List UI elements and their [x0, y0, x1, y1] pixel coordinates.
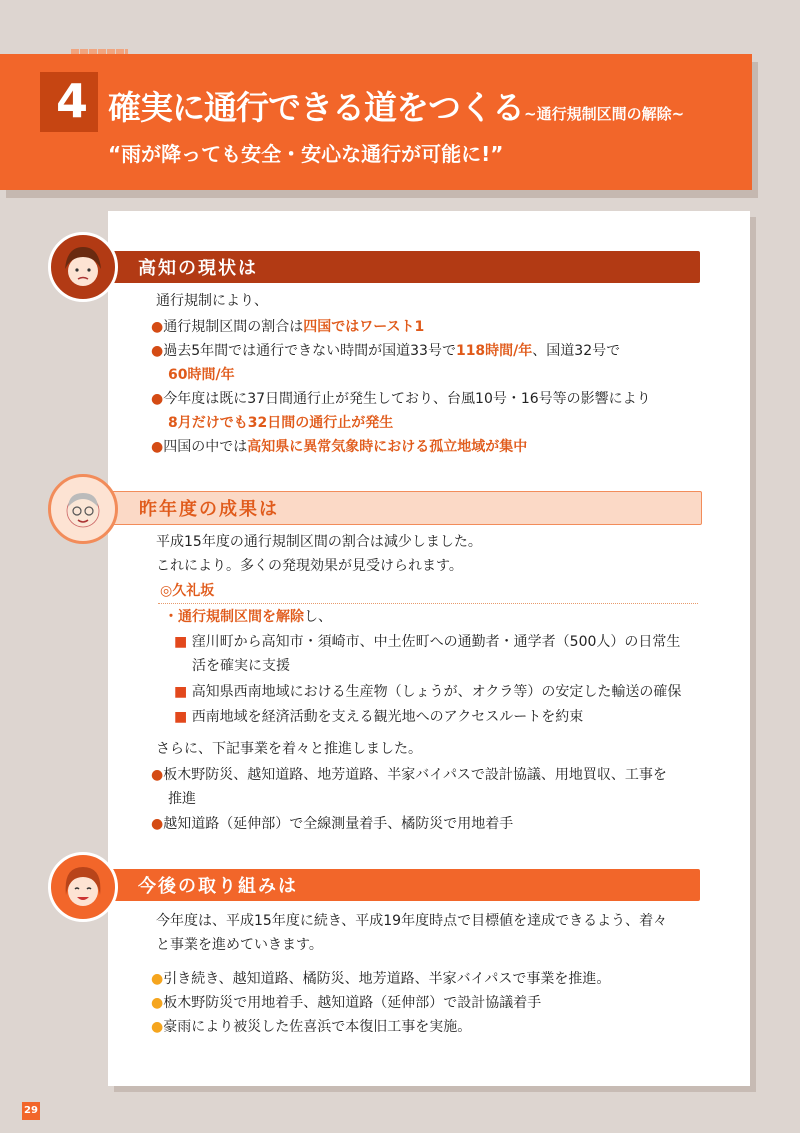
tagline: “雨が降っても安全・安心な通行が可能に!” [108, 142, 504, 166]
section2-item-2 [174, 683, 681, 702]
section2-item-1 [174, 633, 680, 652]
section2-item-3 [174, 708, 583, 727]
bullet-dot: ● [151, 439, 164, 455]
bullet-dot: ● [151, 319, 164, 335]
highlight: ・通行規制区間を解除 [164, 609, 304, 625]
section-heading-bar-results [100, 491, 702, 525]
text: 越知道路（延伸部）で全線測量着手、橘防災で用地着手 [163, 816, 514, 832]
text: 過去5年間では通行できない時間が国道33号で [163, 343, 456, 359]
bullet-dot: ● [151, 816, 164, 832]
section2-bullet-1 [151, 766, 667, 785]
text: 高知県西南地域における生産物（しょうが、オクラ等）の安定した輸送の確保 [191, 684, 682, 700]
text: 板木野防災、越知道路、地芳道路、半家バイパスで設計協議、用地買収、工事を [163, 767, 667, 783]
woman-cheering-avatar-icon [48, 852, 118, 922]
section3-bullet-3 [151, 1018, 471, 1037]
section2-place: ◎久礼坂 [160, 583, 215, 599]
section1-bullet-1 [151, 318, 424, 337]
woman-worried-avatar-icon [48, 232, 118, 302]
bullet-dot: ● [151, 1019, 164, 1035]
square-bullet: ■ [174, 709, 188, 725]
page-number: 29 [22, 1102, 40, 1120]
section2-sub [164, 608, 332, 627]
section-heading: 昨年度の成果は [139, 499, 279, 520]
text: 西南地域を経済活動を支える観光地へのアクセスルートを約束 [191, 709, 584, 725]
elderly-man-avatar-icon [48, 474, 118, 544]
section-heading-bar-current [100, 251, 700, 283]
section2-para-3: さらに、下記事業を着々と推進しました。 [156, 741, 422, 757]
dotted-divider [158, 603, 698, 604]
section-heading: 今後の取り組みは [138, 876, 298, 897]
highlight: 四国ではワースト1 [303, 319, 425, 335]
text: 、国道32号で [532, 343, 621, 359]
bullet-dot: ● [151, 995, 164, 1011]
square-bullet: ■ [174, 684, 188, 700]
section1-bullet-2 [151, 342, 620, 361]
section2-bullet-2 [151, 815, 513, 834]
text: 今年度は既に37日間通行止が発生しており、台風10号・16号等の影響により [163, 391, 651, 407]
section1-bullet-2-line2: 60時間/年 [168, 367, 235, 383]
section-heading-bar-future [100, 869, 700, 901]
title-subtitle: ~通行規制区間の解除~ [524, 105, 685, 123]
section3-bullet-2 [151, 994, 541, 1013]
text: 窪川町から高知市・須崎市、中土佐町への通勤者・通学者（500人）の日常生 [191, 634, 681, 650]
bullet-dot: ● [151, 391, 164, 407]
text: 四国の中では [163, 439, 248, 455]
text: 通行規制区間の割合は [163, 319, 304, 335]
section2-bullet-1-line2: 推進 [168, 791, 196, 807]
section1-bullet-3-line2: 8月だけでも32日間の通行止が発生 [168, 415, 394, 431]
title-main: 確実に通行できる道をつくる [108, 88, 524, 127]
section2-para-1: 平成15年度の通行規制区間の割合は減少しました。 [156, 534, 482, 550]
section1-intro: 通行規制により、 [156, 293, 268, 309]
section-number: 4 [56, 74, 89, 128]
text: 引き続き、越知道路、橘防災、地芳道路、半家バイパスで事業を推進。 [163, 971, 611, 987]
section3-para-1: 今年度は、平成15年度に続き、平成19年度時点で目標値を達成できるよう、着々 [156, 913, 668, 929]
section3-para-1-line2: と事業を進めていきます。 [156, 937, 323, 953]
section3-bullet-1 [151, 970, 610, 989]
section1-bullet-4 [151, 438, 527, 457]
highlight: 高知県に異常気象時における孤立地域が集中 [247, 439, 528, 455]
text: 板木野防災で用地着手、越知道路（延伸部）で設計協議着手 [163, 995, 542, 1011]
bullet-dot: ● [151, 971, 164, 987]
highlight: 118時間/年 [455, 343, 533, 359]
bullet-dot: ● [151, 343, 164, 359]
page-title [108, 82, 684, 129]
bullet-dot: ● [151, 767, 164, 783]
section-heading: 高知の現状は [138, 258, 258, 279]
section2-item-1-line2: 活を確実に支援 [192, 658, 290, 674]
square-bullet: ■ [174, 634, 188, 650]
section1-bullet-3 [151, 390, 651, 409]
section2-para-2: これにより。多くの発現効果が見受けられます。 [156, 558, 463, 574]
text: 豪雨により被災した佐喜浜で本復旧工事を実施。 [163, 1019, 472, 1035]
text: し、 [304, 609, 332, 625]
